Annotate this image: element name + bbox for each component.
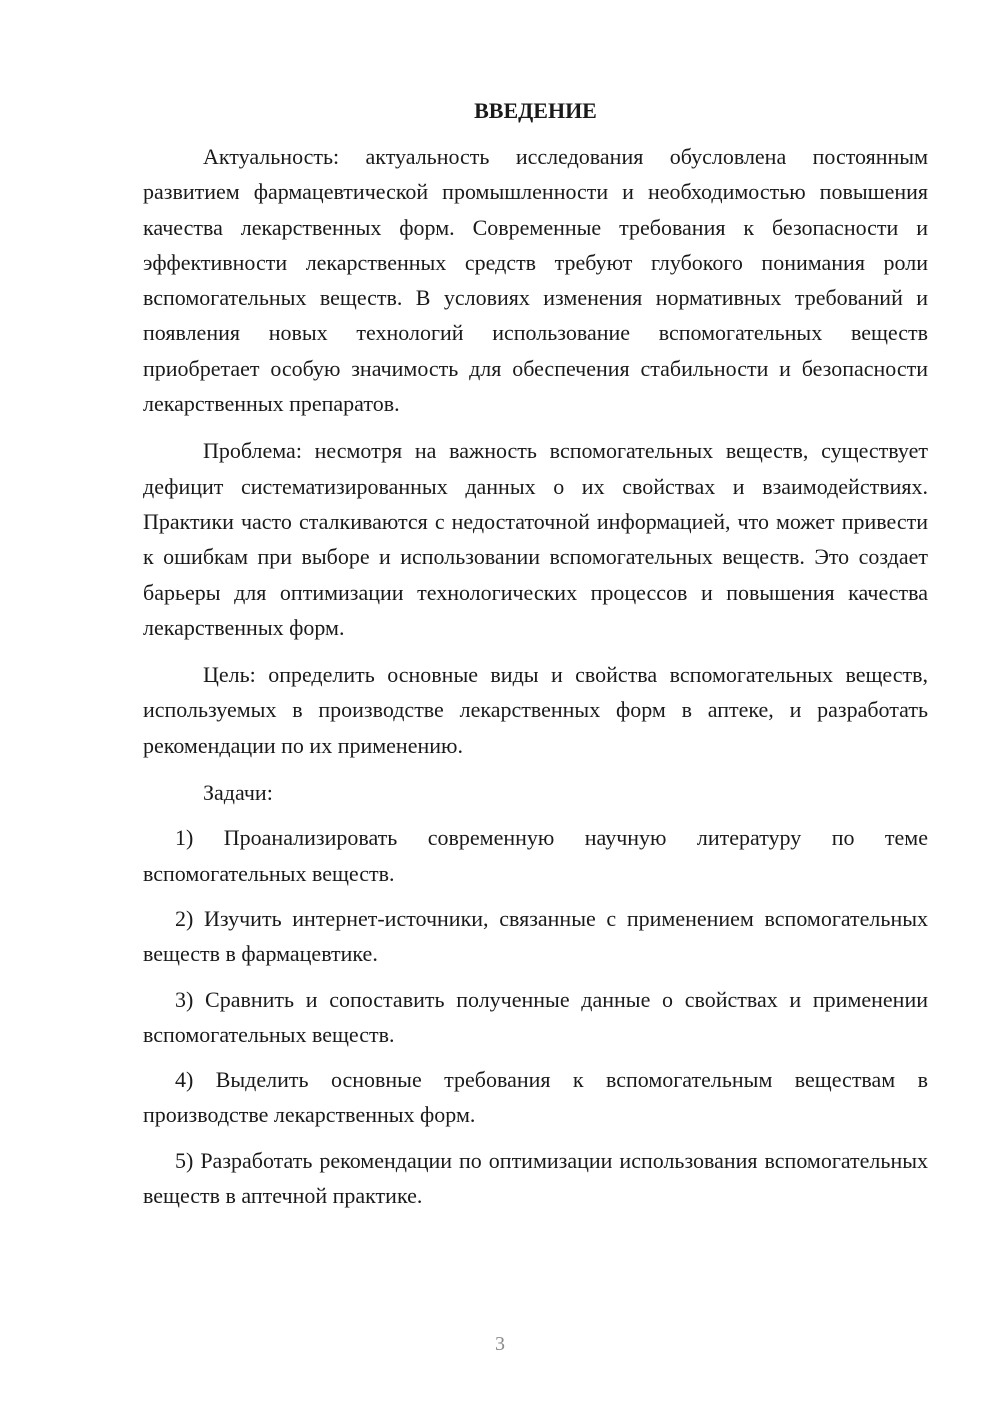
document-page (143, 95, 928, 1223)
paragraph-problem: Проблема: несмотря на важность вспомогательных веществ, существует дефицит систематизированных данных о их свойствах и взаимодействиях. Практики часто сталкиваются с недостаточной информацией, что может привести к ошибкам при выборе и использовании вспомогательных веществ. Это создает барьеры для оптимизации технологических процессов и повышения качества лекарственных форм. (143, 438, 928, 640)
task-item: 2) Изучить интернет-источники, связанные с применением вспомогательных веществ в фармацевтике. (143, 905, 928, 967)
section-heading: ВВЕДЕНИЕ (474, 98, 597, 123)
task-item: 3) Сравнить и сопоставить полученные данные о свойствах и применении вспомогательных веществ. (143, 986, 928, 1047)
paragraph-goal: Цель: определить основные виды и свойства вспомогательных веществ, используемых в производстве лекарственных форм в аптеке, и разработать рекомендации по их применению. (143, 662, 928, 758)
task-item: 4) Выделить основные требования к вспомогательным веществам в производстве лекарственных форм. (143, 1067, 928, 1128)
tasks-title: Задачи: (203, 780, 273, 806)
paragraph-relevance: Актуальность: актуальность исследования обусловлена постоянным развитием фармацевтической промышленности и необходимостью повышения качества лекарственных форм. Современные требования к безопасности и эффективности лекарственных средств требуют глубокого понимания роли вспомогательных веществ. В условиях изменения нормативных требований и появления новых технологий использование вспомогательных веществ приобретает особую значимость для обеспечения стабильности и безопасности лекарственных препаратов. (143, 144, 928, 417)
page-number: 3 (495, 1333, 505, 1355)
task-item: 5) Разработать рекомендации по оптимизации использования вспомогательных веществ в аптечной практике. (143, 1147, 928, 1209)
task-item: 1) Проанализировать современную научную литературу по теме вспомогательных веществ. (143, 825, 928, 886)
